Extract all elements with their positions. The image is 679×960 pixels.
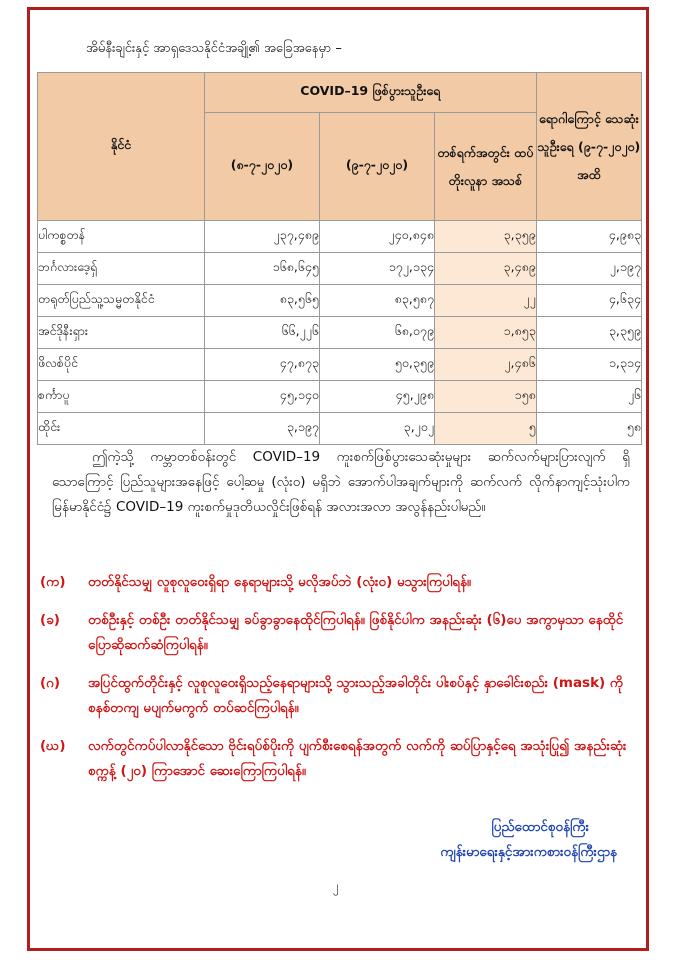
cases-date2-cell: ၄၅,၂၉၈ xyxy=(319,381,434,413)
date2-header: (၉-၇-၂၀၂၀) xyxy=(319,113,434,221)
table-row xyxy=(38,413,642,445)
guideline-list xyxy=(40,570,630,784)
new-cases-cell: ၃,၃၅၉ xyxy=(434,221,536,253)
item-text: အပြင်ထွက်တိုင်းနှင့် လူစုလူဝေးရှိသည့်နေရာများသို့ သွားသည့်အခါတိုင်း ပါးစပ်နှင့် နှာခေါင်းစည်း (mask) ကို စနစ်တကျ မပျက်မကွက် တပ်ဆင်ကြပါရန်။ xyxy=(88,675,624,716)
item-text: လက်တွင်ကပ်ပါလာနိုင်သော ဗိုင်းရပ်စ်ပိုးကို ပျက်စီးစေရန်အတွက် လက်ကို ဆပ်ပြာနှင့်ရေ အသုံးပြု၍ အနည်းဆုံး စက္ကန့် (၂၀) ကြာအောင် ဆေးကြောကြပါရန်။ xyxy=(88,738,627,779)
table-row xyxy=(38,349,642,381)
country-cell: ပါကစ္စတန် xyxy=(38,221,205,253)
item-marker: (ဃ) xyxy=(40,738,66,754)
country-cell: စင်္ကာပူ xyxy=(38,381,205,413)
item-text: တတ်နိုင်သမျှ လူစုလူဝေးရှိရာ နေရာများသို့ မလိုအပ်ဘဲ (လုံးဝ) မသွားကြပါရန်။ xyxy=(88,574,472,590)
country-cell: အင်ဒိုနီးရှား xyxy=(38,317,205,349)
list-item xyxy=(40,608,630,658)
item-text: တစ်ဦးနှင့် တစ်ဦး တတ်နိုင်သမျှ ခပ်ခွာခွာနေထိုင်ကြပါရန်။ ဖြစ်နိုင်ပါက အနည်းဆုံး (၆)ပေ အကွာမှသာ နေထိုင်ပြောဆိုဆက်ဆံကြပါရန်။ xyxy=(88,612,624,653)
item-marker: (ခ) xyxy=(40,612,60,628)
signature-title: ပြည်ထောင်စုဝန်ကြီး xyxy=(491,819,589,835)
list-item xyxy=(40,671,630,721)
signature-block xyxy=(440,815,617,865)
body-paragraph: ဤကဲ့သို့ ကမ္ဘာတစ်ဝန်းတွင် COVID–19 ကူးစက်ဖြစ်ပွားသေဆုံးမှုများ ဆက်လက်များပြားလျက် ရှိသောကြောင့် ပြည်သူများအနေဖြင့် ပေါ့ဆမှု (လုံးဝ) မရှိဘဲ အောက်ပါအချက်များကို ဆက်လက် လိုက်နာကျင့်သုံးပါက မြန်မာနိုင်ငံ၌ COVID–19 ကူးစက်မှုဒုတိယလှိုင်းဖြစ်ရန် အလားအလာ အလွန်နည်းပါမည်။ xyxy=(52,449,630,515)
signature-ministry: ကျန်းမာရေးနှင့်အားကစားဝန်ကြီးဌာန xyxy=(440,844,617,860)
new-cases-cell: ၂,၄၈၆ xyxy=(434,349,536,381)
cases-date2-cell: ၆၈,၀၇၉ xyxy=(319,317,434,349)
new-cases-cell: ၃,၄၈၉ xyxy=(434,253,536,285)
page-number: ၂ xyxy=(333,879,339,893)
cases-date2-cell: ၅၀,၃၅၉ xyxy=(319,349,434,381)
cases-date2-cell: ၂၄၀,၈၄၈ xyxy=(319,221,434,253)
deaths-cell: ၄,၆၃၄ xyxy=(536,285,641,317)
deaths-cell: ၂၆ xyxy=(536,381,641,413)
cases-date1-cell: ၂၃၇,၄၈၉ xyxy=(204,221,319,253)
item-marker: (ဂ) xyxy=(40,675,61,691)
new-cases-cell: ၅ xyxy=(434,413,536,445)
table-row xyxy=(38,253,642,285)
new-cases-header: တစ်ရက်အတွင်း ထပ်တိုးလူနာ အသစ် xyxy=(434,113,536,221)
cases-date1-cell: ၆၆,၂၂၆ xyxy=(204,317,319,349)
list-item xyxy=(40,570,630,595)
deaths-cell: ၅၈ xyxy=(536,413,641,445)
covid-stats-table xyxy=(37,72,642,445)
item-marker: (က) xyxy=(40,574,66,590)
new-cases-cell: ၂၂ xyxy=(434,285,536,317)
country-cell: ဘင်္ဂလားဒေ့ရှ် xyxy=(38,253,205,285)
deaths-cell: ၁,၃၁၄ xyxy=(536,349,641,381)
country-cell: တရုတ်ပြည်သူ့သမ္မတနိုင်ငံ xyxy=(38,285,205,317)
table-row xyxy=(38,221,642,253)
new-cases-cell: ၁၅၈ xyxy=(434,381,536,413)
table-row xyxy=(38,317,642,349)
country-cell: ဖိလစ်ပိုင် xyxy=(38,349,205,381)
intro-text: အိမ်နီးချင်းနှင့် အာရှဒေသနိုင်ငံအချို့၏ အခြေအနေမှာ – xyxy=(86,41,342,56)
deaths-cell: ၃,၃၅၉ xyxy=(536,317,641,349)
covid-cases-header: COVID–19 ဖြစ်ပွားသူဦးရေ xyxy=(204,73,536,113)
cases-date2-cell: ၈၃,၅၈၇ xyxy=(319,285,434,317)
cases-date2-cell: ၁၇၂,၁၃၄ xyxy=(319,253,434,285)
deaths-cell: ၄,၉၈၃ xyxy=(536,221,641,253)
cases-date1-cell: ၁၆၈,၆၄၅ xyxy=(204,253,319,285)
cases-date1-cell: ၈၃,၅၆၅ xyxy=(204,285,319,317)
new-cases-cell: ၁,၈၅၃ xyxy=(434,317,536,349)
cases-date1-cell: ၄၅,၁၄၀ xyxy=(204,381,319,413)
table-row xyxy=(38,285,642,317)
table-row xyxy=(38,381,642,413)
deaths-cell: ၂,၁၉၇ xyxy=(536,253,641,285)
cases-date1-cell: ၃,၁၉၇ xyxy=(204,413,319,445)
date1-header: (၈-၇-၂၀၂၀) xyxy=(204,113,319,221)
list-item xyxy=(40,734,630,784)
deaths-header: ရောဂါကြောင့် သေဆုံးသူဦးရေ (၉-၇-၂၀၂၀) အထိ xyxy=(536,73,641,221)
cases-date2-cell: ၃,၂၀၂ xyxy=(319,413,434,445)
country-cell: ထိုင်း xyxy=(38,413,205,445)
table-header-row xyxy=(38,73,642,113)
country-header: နိုင်ငံ xyxy=(38,73,205,221)
cases-date1-cell: ၄၇,၈၇၃ xyxy=(204,349,319,381)
